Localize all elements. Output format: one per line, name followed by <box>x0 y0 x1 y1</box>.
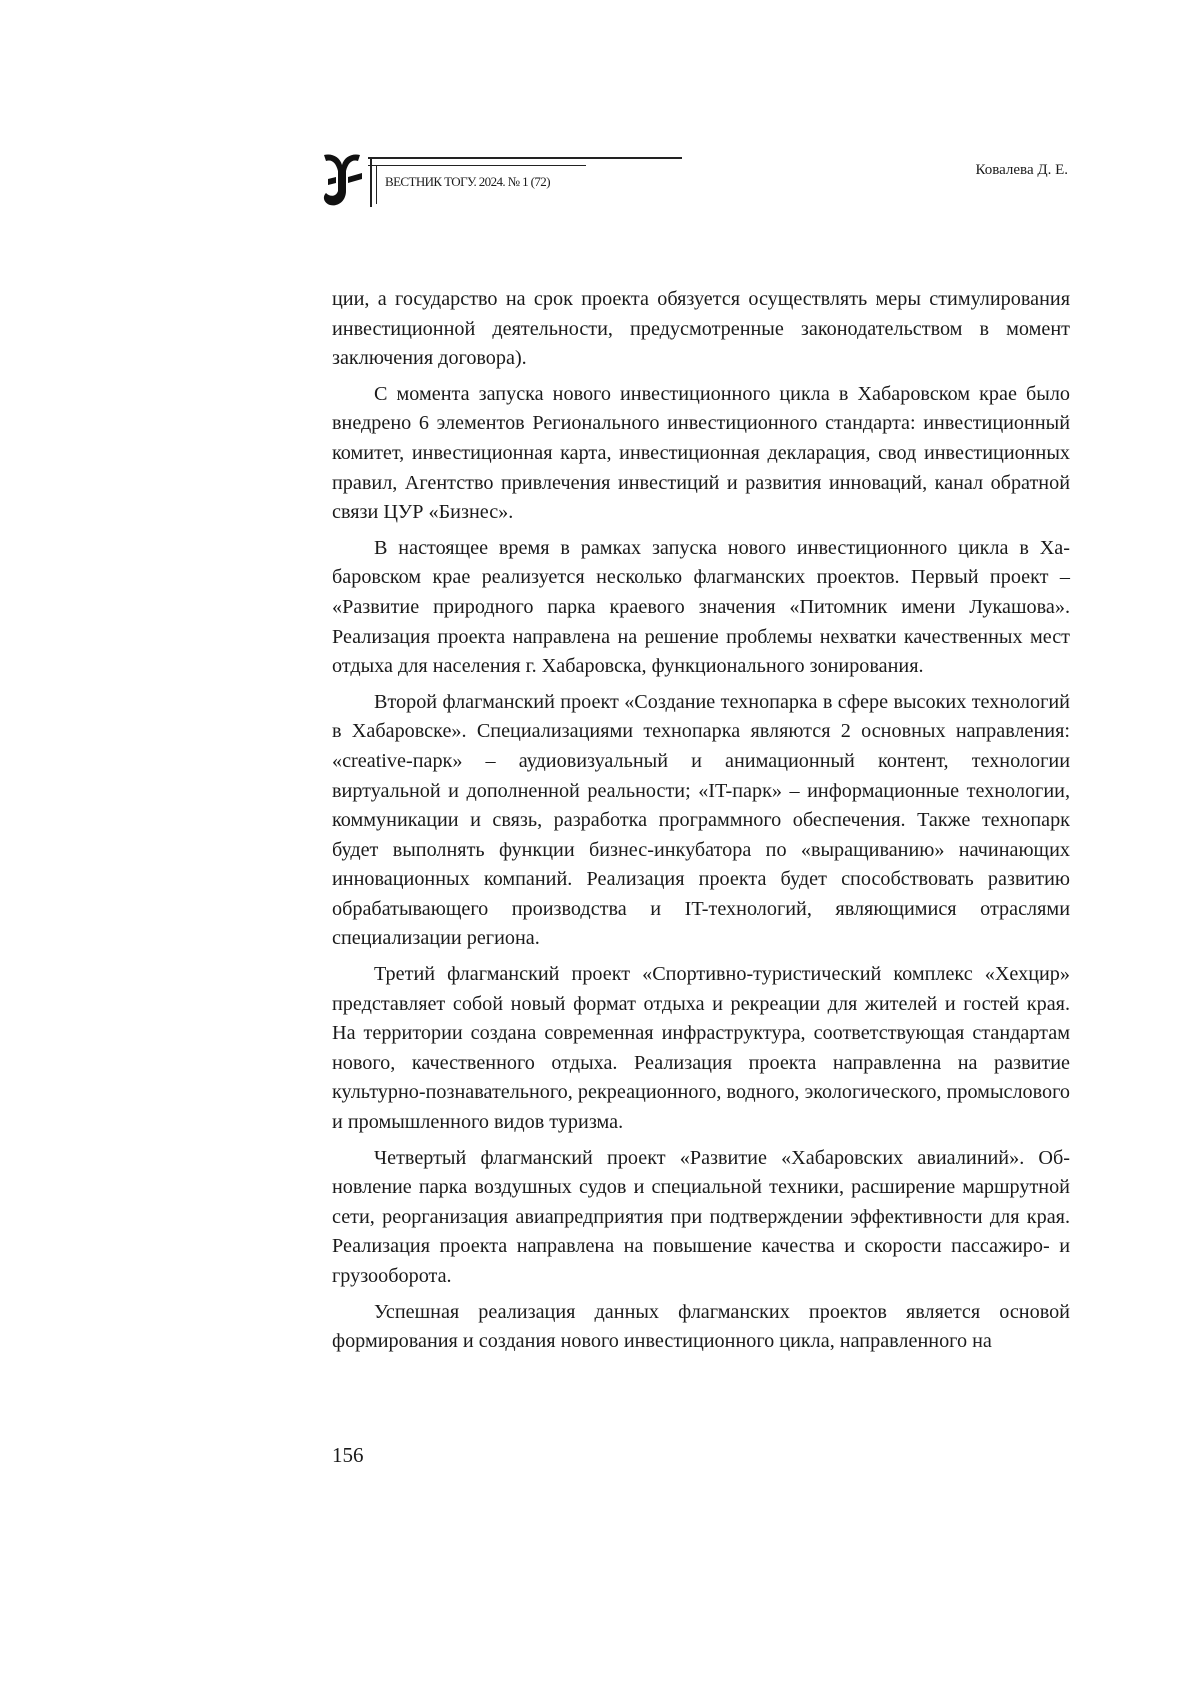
header-vertical-rule-thin <box>376 166 377 204</box>
header-rule <box>368 157 682 159</box>
journal-logo-icon <box>318 151 366 209</box>
article-body <box>332 285 1070 1363</box>
page-number: 156 <box>332 1443 364 1468</box>
paragraph: ции, а государство на срок проекта обязуется осуществлять меры стимулиро­вания инвестиционной деятельности, предусмотренные законодательством в момент заключения договора). <box>332 285 1070 374</box>
paragraph: Успешная реализация данных флагманских проектов является основой формирования и создания нового инвестиционного цикла, направленного на <box>332 1298 1070 1357</box>
journal-title: ВЕСТНИК ТОГУ. 2024. № 1 (72) <box>385 174 550 190</box>
paragraph: Второй флагманский проект «Создание технопарка в сфере высоких тех­нологий в Хабаровске». Специализациями технопарка являются 2 основных направления: «creative-парк» – аудиовизуальный и анимационный контент, технологии виртуальной и дополненной реальности; «IT-парк» – информаци­онные технологии, коммуникации и связь, разработка программного обеспе­чения. Также технопарк будет выполнять функции бизнес-инкубатора по «вы­ращиванию» начинающих инновационных компаний. Реализация проекта бу­дет способствовать развитию обрабатывающего производства и IT-технологий, являющимися отраслями специализации региона. <box>332 688 1070 954</box>
paragraph: Третий флагманский проект «Спортивно-туристический комплекс «Хехцир» представляет собой новый формат отдыха и рекреации для жителей и гостей края. На территории создана современная инфраструктура, соответ­ствующая стандартам нового, качественного отдыха. Реализация проекта направленна на развитие культурно-познавательного, рекреационного, вод­ного, экологического, промыслового и промышленного видов туризма. <box>332 960 1070 1138</box>
paragraph: Четвертый флагманский проект «Развитие «Хабаровских авиалиний». Об­новление парка воздушных судов и специальной техники, расширение марш­рутной сети, реорганизация авиапредприятия при подтверждении эффектив­ности для края. Реализация проекта направлена на повышение качества и ско­рости пассажиро- и грузооборота. <box>332 1144 1070 1292</box>
header-rule-thin <box>368 165 586 166</box>
running-author: Ковалева Д. Е. <box>975 162 1068 179</box>
paragraph: С момента запуска нового инвестиционного цикла в Хабаровском крае было внедрено 6 элементов Регионального инвестиционного стандарта: инве­стиционный комитет, инвестиционная карта, инвестиционная декларация, свод инвестиционных правил, Агентство привлечения инвестиций и развития инноваций, канал обратной связи ЦУР «Бизнес». <box>332 380 1070 528</box>
paragraph: В настоящее время в рамках запуска нового инвестиционного цикла в Ха­баровском крае реализуется несколько флагманских проектов. Первый проект – «Развитие природного парка краевого значения «Питомник имени Лука­шова». Реализация проекта направлена на решение проблемы нехватки каче­ственных мест отдыха для населения г. Хабаровска, функционального зониро­вания. <box>332 534 1070 682</box>
header-vertical-rule <box>370 157 372 207</box>
